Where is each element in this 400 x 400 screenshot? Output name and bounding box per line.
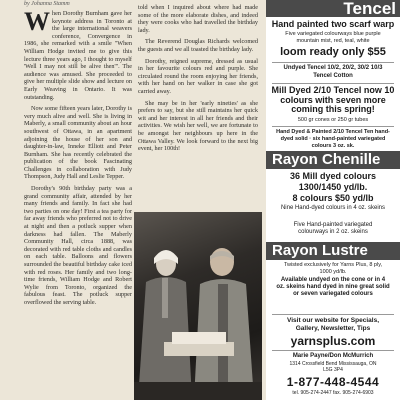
divider: [272, 83, 394, 84]
article-paragraph: The Reverend Douglas Richards welcomed the guests and we all toasted the birthday lady.: [138, 38, 258, 53]
chenille-line-1: 36 Mill dyed colours: [289, 171, 377, 181]
article-paragraph: Now some fifteen years later, Dorothy is very much alive and well. She is living in Maberly, a small community about an hour southwest of Ottawa, in an apartment adjoining the house of her son and daughter-in-law, Inneke Elliott and Peter Burnham. She has recently celebrated the publication of the book Fascinating Challenges in collaboration with Judy Thompson, Judy Hall and Leslie Tepper.: [24, 105, 132, 181]
article-paragraph: told when I inquired about where had made some of the more elaborate dishes, and indeed they were cooks who had travelled the birthday lady.: [138, 4, 258, 34]
byline: by Johanna Stamm: [24, 1, 70, 7]
divider: [272, 62, 394, 63]
chenille-line-2: 1300/1450 yd/lb.: [298, 182, 368, 192]
chenille-line-3: 8 colours $50 yd/lb: [292, 193, 374, 203]
ad-loom-price: loom ready only $55: [280, 46, 386, 58]
ad-website: yarnsplus.com: [290, 334, 376, 348]
ad-subtitle: Hand painted two scarf warp: [271, 19, 395, 29]
ad-contact-address: 1314 Crossfield Bend Mississauga, ON L5G 3P4: [289, 361, 377, 373]
ad-tel-fax: tel. 905-274-2447 fax. 905-274-6903: [292, 390, 374, 396]
ad-visit: Visit our website for Specials, Gallery, Newsletter, Tips: [287, 317, 379, 332]
lustre-line-1: Twisted exclusively for Yarns Plus, 8 ply, 1000 yd/lb.: [283, 262, 383, 275]
chenille-line-4: Nine Hand-dyed colours in 4 oz. skeins: [280, 205, 386, 211]
ad-title-tencel: Tencel: [266, 0, 400, 17]
article-paragraph: When Dorothy Burnham gave her keynote address in Toronto at the large international weavers conference, Convergence in 1986, she remarked with a smile "When William Hodge invited me to give this lecture three years ago, I thought to myself 'Well I may not still be alive then'". The audience was amused. She proceeded to give her multiple slide show and lecture on Early Weaving in Ontario. It was outstanding.: [24, 10, 132, 101]
article-column-1: [24, 10, 132, 400]
ad-mill-dyed-note: 500 gr cones or 250 gr tubes: [297, 117, 369, 123]
ad-mill-dyed: Mill Dyed 2/10 Tencel now 10 colours with seven more coming this spring!: [271, 85, 395, 114]
article-paragraph: Dorothy, reigned supreme, dressed as usual in her favourite colours red and purple. She circulated round the room enjoying her friends, with her hand on her walker in case she got carried away.: [138, 57, 258, 95]
yarns-plus-advertisement: [266, 0, 400, 400]
birthday-photo: [134, 212, 262, 400]
ad-desc: Five variegated colourways blue purple mountain mist, red, teal, white: [285, 31, 381, 44]
ad-title-rayon-lustre: Rayon Lustre: [266, 242, 400, 260]
divider: [272, 350, 394, 351]
ad-hand-dyed: Hand Dyed & Painted 2/10 Tencel Ten hand-dyed solid · six hand-painted variegated colours 3 oz. sk.: [276, 129, 390, 149]
ad-undyed: Undyed Tencel 10/2, 20/2, 30/2 10/3 Tencel Cotton: [283, 65, 383, 79]
photo-illustration: [134, 212, 262, 400]
ad-contact-name: Marie Payne/Don McMurrich: [292, 353, 374, 359]
article-paragraph: Dorothy's 90th birthday party was a grand community affair, attended by her many friends and family. In fact she had two parties on one day! First a tea party for far away friends who preferred not to drive at night and then a potluck supper when darkness had fallen. The Maberly Community Hall, circa 1888, was decorated with red table cloths and candles on each table. Balloons and flowers surrounded the beautiful birthday cake iced with red roses. Her family and two long-time friends, William Hodge and Robert Wylie from Toronto, organized the fabulous feast. The potluck supper overflowed the serving table.: [24, 185, 132, 306]
ad-title-rayon-chenille: Rayon Chenille: [266, 151, 400, 169]
article-paragraph: She may be in her 'early nineties' as she prefers to say, but she still maintains her quick wit and her interest in all her friends and their activities. We wish her well, we are fortunate to be amongst her neighbours up here in the Ottawa Valley. We look forward to the next big event, her 100th!: [138, 99, 258, 153]
drop-cap: W: [24, 10, 50, 36]
chenille-line-5: Five Hand-painted variegated colourways in 2 oz. skeins: [293, 222, 373, 235]
ad-phone: 1-877-448-4544: [286, 375, 380, 389]
article-column-2: [138, 4, 258, 196]
divider: [272, 314, 394, 315]
lustre-line-2: Available undyed on the cone or in 4 oz. skeins hand dyed in nine great solid or seven variegated colours: [276, 277, 390, 298]
divider: [272, 126, 394, 127]
